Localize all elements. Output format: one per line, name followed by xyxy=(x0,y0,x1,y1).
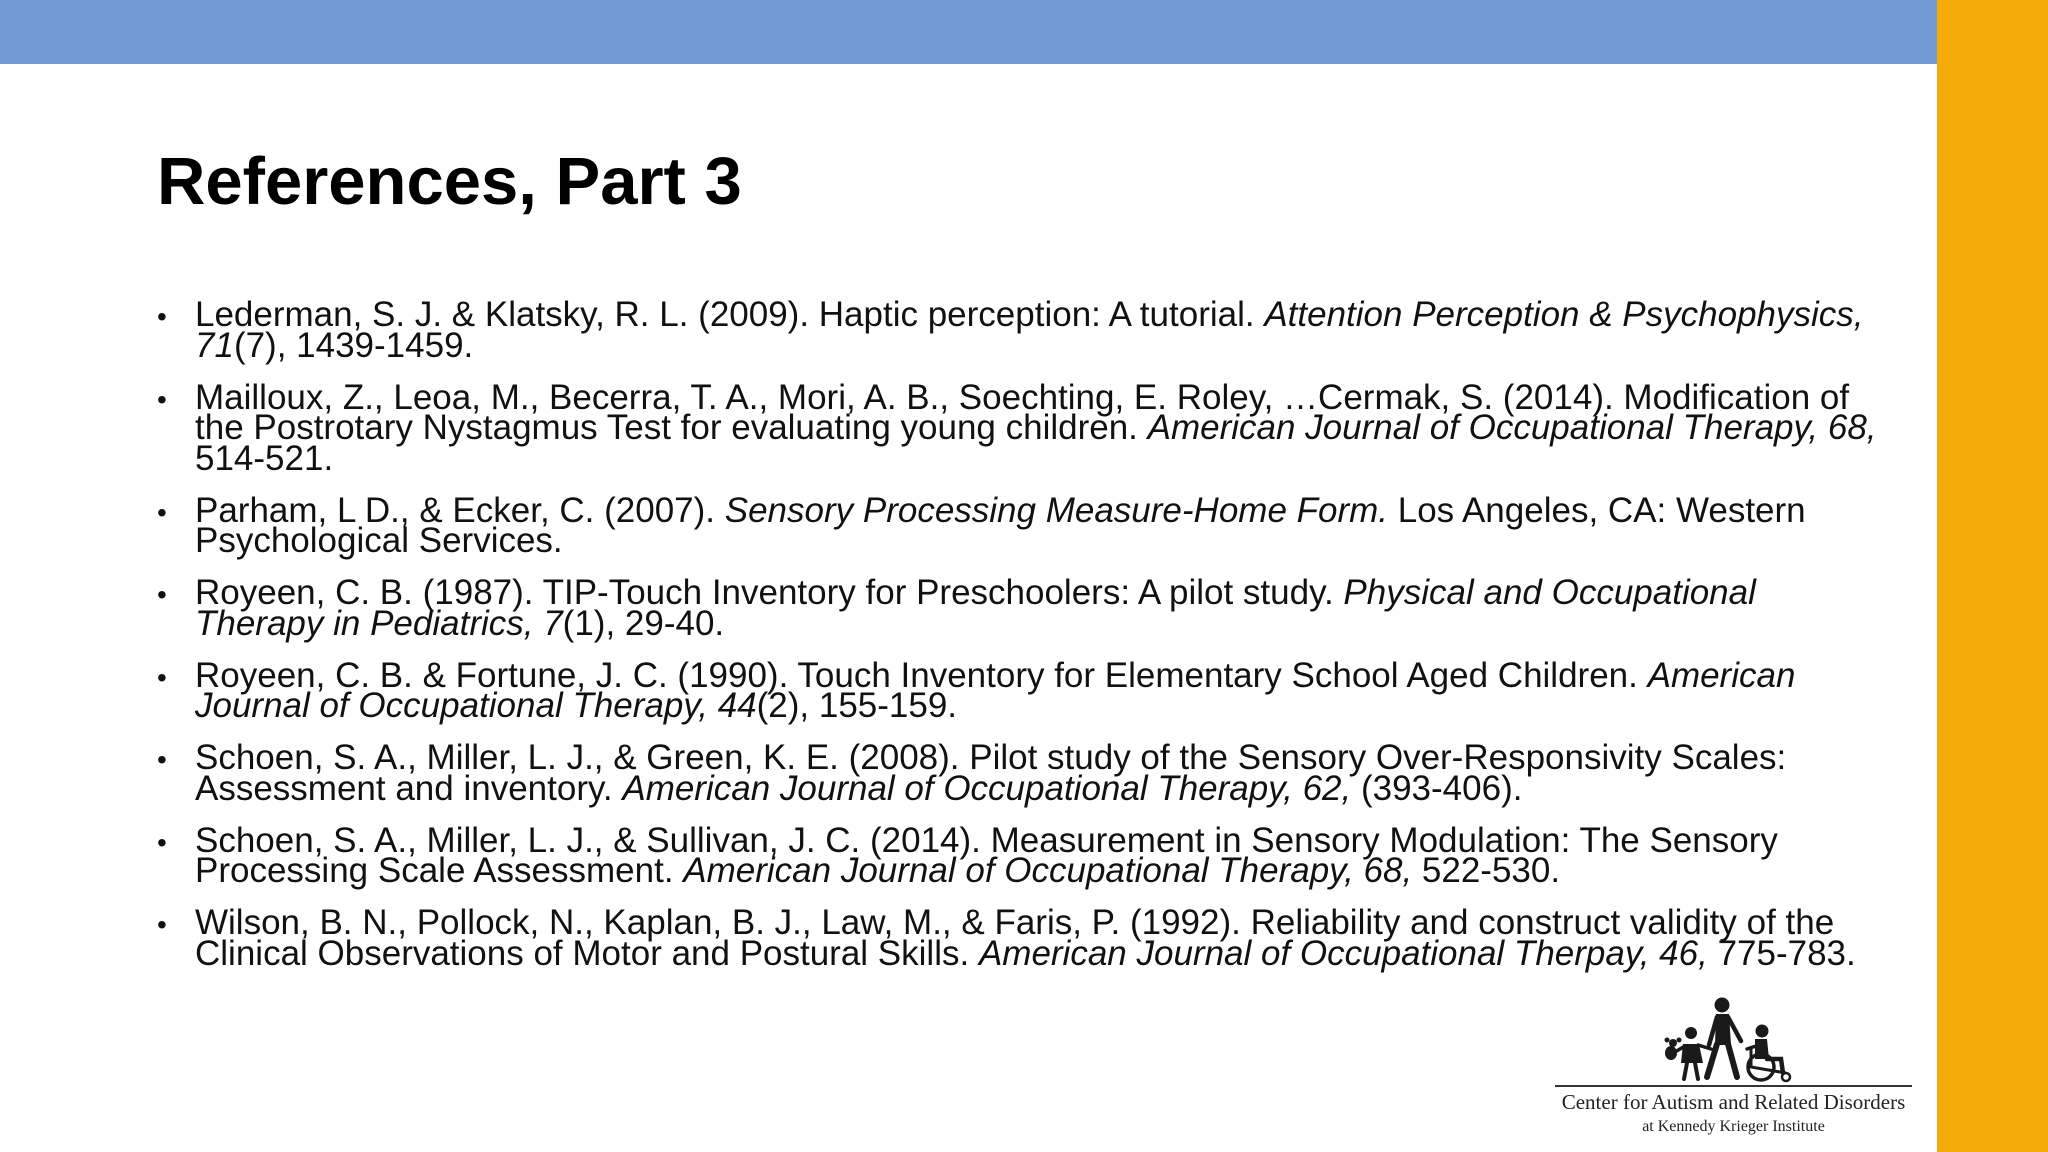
children-silhouettes-icon xyxy=(1655,997,1805,1083)
reference-item xyxy=(157,490,1887,560)
reference-text: Royeen, C. B. (1987). TIP-Touch Inventory for Preschoolers: A pilot study. xyxy=(195,573,1344,612)
reference-text: Schoen, S. A., Miller, L. J., & Sullivan, J. C. (2014). Measurement in Sensory Modulation: The Sensory Processing Scale Assessment. xyxy=(195,820,1778,890)
bullet-icon: • xyxy=(157,826,167,858)
bullet-icon: • xyxy=(157,744,167,775)
reference-journal: American Journal of Occupational Therapy, 62, xyxy=(622,768,1352,808)
reference-item xyxy=(157,655,1887,725)
reference-journal: American Journal of Occupational Therapy, 44 xyxy=(195,655,1796,725)
organization-logo xyxy=(1555,995,1912,1145)
reference-text: Royeen, C. B. & Fortune, J. C. (1990). Touch Inventory for Elementary School Aged Children. xyxy=(195,655,1648,695)
bullet-icon: • xyxy=(157,496,167,528)
bullet-icon: • xyxy=(157,909,167,940)
reference-text: 514-521. xyxy=(195,438,334,478)
reference-journal: Physical and Occupational Therapy in Pediatrics, 7 xyxy=(195,573,1756,643)
reference-text: Wilson, B. N., Pollock, N., Kaplan, B. J., Law, M., & Faris, P. (1992). Reliability and construct validity of the Clinical Observations of Motor and Postural Skills. xyxy=(195,903,1835,973)
logo-organization-name: Center for Autism and Related Disorders xyxy=(1561,1090,1906,1114)
reference-text: (7), 1439-1459. xyxy=(233,325,474,365)
header-bar xyxy=(0,0,1937,64)
reference-text: (2), 155-159. xyxy=(756,686,958,725)
logo-divider xyxy=(1555,1085,1912,1087)
side-accent-bar xyxy=(1937,0,2048,1152)
slide-title: References, Part 3 xyxy=(157,144,742,219)
reference-journal: American Journal of Occupational Therapy, 68, xyxy=(683,851,1413,890)
reference-item xyxy=(157,377,1887,478)
reference-item xyxy=(157,573,1887,643)
reference-text: Lederman, S. J. & Klatsky, R. L. (2009). Haptic perception: A tutorial. xyxy=(195,295,1265,334)
bullet-icon: • xyxy=(157,383,167,415)
reference-item xyxy=(157,903,1887,973)
reference-text: Parham, L D., & Ecker, C. (2007). xyxy=(195,490,725,530)
bullet-icon: • xyxy=(157,579,167,610)
reference-journal: American Journal of Occupational Therpay, 46, xyxy=(978,933,1708,973)
reference-item xyxy=(157,295,1887,365)
logo-institute-name: at Kennedy Krieger Institute xyxy=(1642,1118,1825,1135)
reference-text: Schoen, S. A., Miller, L. J., & Green, K. E. (2008). Pilot study of the Sensory Over-Responsivity Scales: Assessment and inventory. xyxy=(195,738,1787,808)
reference-text: 522-530. xyxy=(1412,851,1561,890)
reference-journal: Sensory Processing Measure-Home Form. xyxy=(724,490,1389,530)
reference-text: Mailloux, Z., Leoa, M., Becerra, T. A., Mori, A. B., Soechting, E. Roley, …Cermak, S. (2014). Modification of the Postrotary Nystagmus Test for evaluating young children. xyxy=(195,377,1850,447)
reference-item xyxy=(157,738,1887,808)
reference-text: 775-783. xyxy=(1707,933,1856,973)
reference-text: (1), 29-40. xyxy=(562,603,725,643)
bullet-icon: • xyxy=(157,301,167,332)
reference-text: (393-406). xyxy=(1351,768,1523,808)
reference-journal: Attention Perception & Psychophysics, 71 xyxy=(195,295,1864,365)
reference-item xyxy=(157,820,1887,890)
bullet-icon: • xyxy=(157,661,167,693)
reference-list xyxy=(157,295,1887,991)
reference-text: Los Angeles, CA: Western Psychological Services. xyxy=(195,490,1806,560)
reference-journal: American Journal of Occupational Therapy, 68, xyxy=(1147,408,1877,447)
